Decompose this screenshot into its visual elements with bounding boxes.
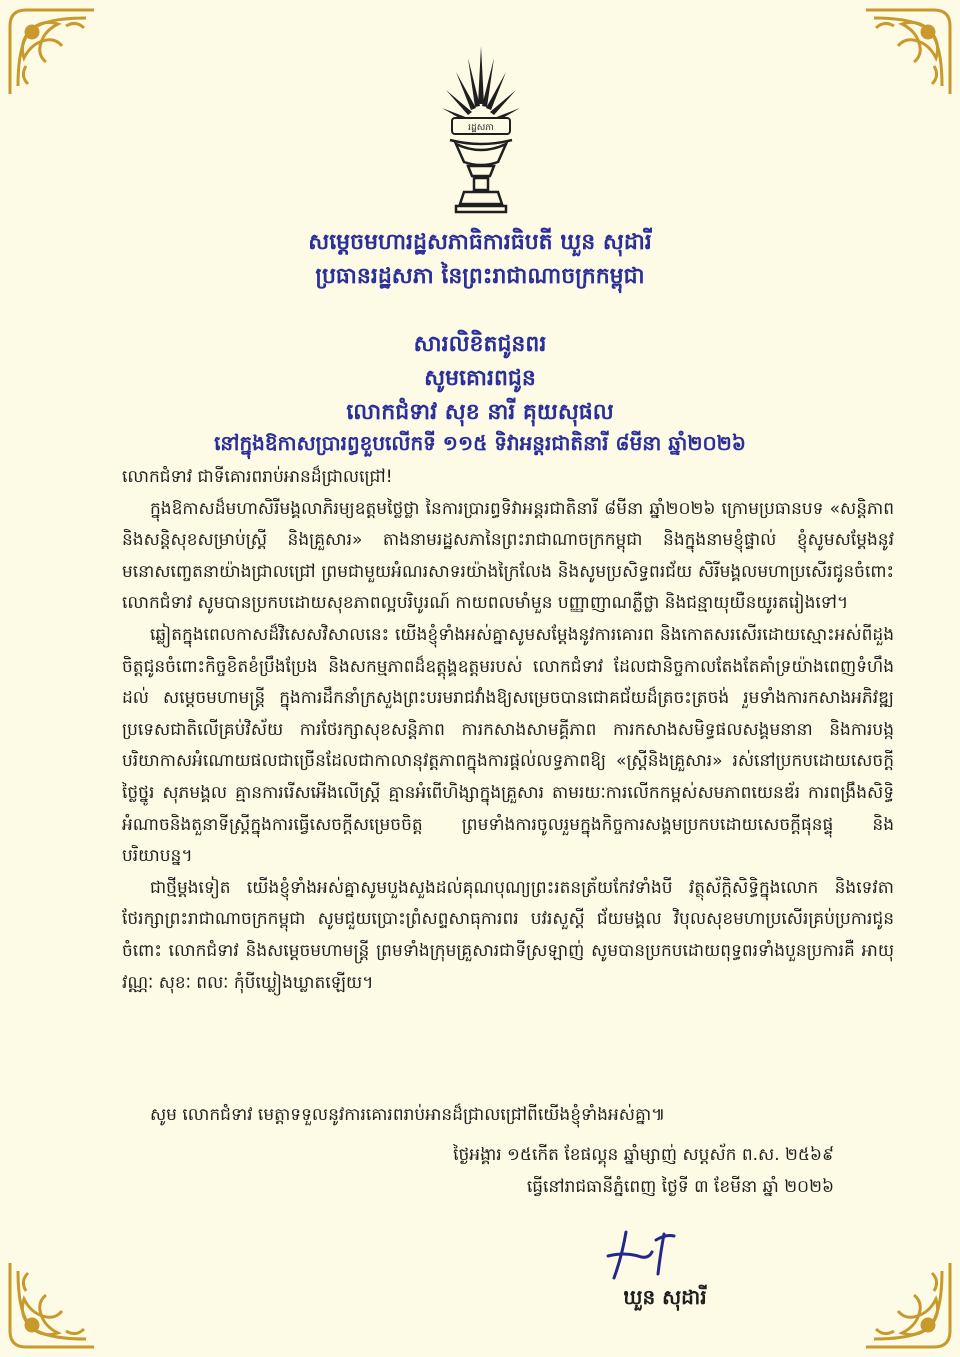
letter-occasion: នៅក្នុងឱកាសប្រារព្ធខួបលើកទី ១១៥ ទិវាអន្តរជាតិនារី ៨មីនា ឆ្នាំ២០២៦ xyxy=(214,431,746,455)
letter-addressee-label: សូមគោរពជូន xyxy=(424,366,536,391)
letter-title: សារលិខិតជូនពរ xyxy=(413,332,547,357)
corner-ornament-icon xyxy=(862,1259,954,1351)
signer-name: ឃួន សុដារី xyxy=(623,1285,707,1309)
letter-addressee: លោកជំទាវ សុខ នារី គុយសុផល xyxy=(346,400,614,425)
corner-ornament-icon xyxy=(6,6,98,98)
body-paragraph: ក្នុងឱកាសដ៏មហាសិរីមង្គលាភិរម្យឧត្តមថ្លៃថ្លា នៃការប្រារព្ធទិវាអន្តរជាតិនារី ៨មីនា ឆ្នាំ២០២៦ ក្រោមប្រធានបទ «សន្តិភាព និងសន្តិសុខសម្រាប់ស្ត្រី និងគ្រួសារ» តាងនាមរដ្ឋសភានៃព្រះរាជាណាចក្រកម្ពុជា និងក្នុងនាមខ្ញុំផ្ទាល់ ខ្ញុំសូមសម្តែងនូវមនោសញ្ចេតនាយ៉ាងជ្រាលជ្រៅ ព្រមជាមួយអំណរសាទរយ៉ាងក្រៃលែង និងសូមប្រសិទ្ធពរជ័យ សិរីមង្គលមហាប្រសើរជូនចំពោះ លោកជំទាវ សូមបានប្រកបដោយសុខភាពល្អបរិបូរណ៍ កាយពលមាំមួន បញ្ញាញាណភ្លឺថ្លា និងជន្មាយុយឺនយូរតរៀងទៅ។ xyxy=(122,498,894,614)
sender-name: សម្តេចមហារដ្ឋសភាធិការធិបតី ឃួន សុដារី xyxy=(308,230,652,255)
corner-ornament-icon xyxy=(862,6,954,98)
body-paragraph: ជាថ្មីម្តងទៀត យើងខ្ញុំទាំងអស់គ្នាសូមបួងសួងដល់គុណបុណ្យព្រះរតនត្រ័យកែវទាំងបី វត្ថុស័ក្តិសិទ្ធិក្នុងលោក និងទេវតាថែរក្សាព្រះរាជាណាចក្រកម្ពុជា សូមជួយប្រោះព្រំសព្ទសាធុការពរ បវរសួស្តី ជ័យមង្គល វិបុលសុខមហាប្រសើរគ្រប់ប្រការជូនចំពោះ លោកជំទាវ និងសម្តេចមហាមន្ត្រី ព្រមទាំងក្រុមគ្រួសារជាទីស្រឡាញ់ សូមបានប្រកបដោយពុទ្ធពរទាំងបួនប្រការគឺ អាយុ វណ្ណៈ សុខៈ ពលៈ កុំបីឃ្លៀងឃ្លាតឡើយ។ xyxy=(122,877,894,993)
svg-text:រដ្ឋសភា: រដ្ឋសភា xyxy=(468,123,494,133)
sender-title: ប្រធានរដ្ឋសភា នៃព្រះរាជាណាចក្រកម្ពុជា xyxy=(315,264,645,289)
letter-body xyxy=(122,462,894,999)
salutation: លោកជំទាវ ជាទីគោរពរាប់អានដ៏ជ្រាលជ្រៅ! xyxy=(122,467,393,487)
body-paragraph: ឆ្លៀតក្នុងពេលកាសដ៏វិសេសវិសាលនេះ យើងខ្ញុំទាំងអស់គ្នាសូមសម្តែងនូវការគោរព និងកោតសរសើរដោយស្មោះអស់ពីដួងចិត្តជូនចំពោះកិច្ចខិតខំប្រឹងប្រែង និងសកម្មភាពដ៏ឧត្តុង្គឧត្តមរបស់ លោកជំទាវ ដែលជានិច្ចកាលតែងតែគាំទ្រយ៉ាងពេញទំហឹងដល់ សម្តេចមហាមន្ត្រី ក្នុងការដឹកនាំក្រសួងព្រះបរមរាជវាំងឱ្យសម្រេចបានជោគជ័យដ៏ត្រចះត្រចង់ រួមទាំងការកសាងអភិវឌ្ឍប្រទេសជាតិលើគ្រប់វិស័យ ការថែរក្សាសុខសន្តិភាព ការកសាងសាមគ្គីភាព ការកសាងសមិទ្ធផលសង្គមនានា និងការបង្កបរិយាកាសអំណោយផលជាច្រើនដែលជាកាលានុវត្តភាពក្នុងការផ្តល់លទ្ធភាពឱ្យ «ស្ត្រីនិងគ្រួសារ» រស់នៅប្រកបដោយសេចក្តីថ្លៃថ្នូរ សុភមង្គល គ្មានការរើសអើងលើស្ត្រី គ្មានអំពើហិង្សាក្នុងគ្រួសារ តាមរយៈការលើកកម្ពស់សមភាពយេនឌ័រ ការពង្រឹងសិទ្ធិអំណាចនិងតួនាទីស្ត្រីក្នុងការធ្វើសេចក្តីសម្រេចចិត្ត ព្រមទាំងការចូលរួមក្នុងកិច្ចការសង្គមប្រកបដោយសេចក្តីផុនផ្ទុ និងបរិយាបន្ន។ xyxy=(122,624,894,867)
date-lunar: ថ្ងៃអង្គារ ១៥កើត ខែផល្គុន ឆ្នាំម្សាញ់ សប្តស័ក ព.ស. ២៥៦៩ xyxy=(453,1145,834,1165)
date-solar: ធ្វើនៅរាជធានីភ្នំពេញ ថ្ងៃទី ៣ ខែមីនា ឆ្នាំ ២០២៦ xyxy=(526,1177,834,1197)
corner-ornament-icon xyxy=(6,1259,98,1351)
national-assembly-emblem-icon xyxy=(438,44,524,214)
signature-icon xyxy=(604,1226,684,1284)
closing-line: សូម លោកជំទាវ មេត្តាទទួលនូវការគោរពរាប់អានដ៏ជ្រាលជ្រៅពីយើងខ្ញុំទាំងអស់គ្នា៕ xyxy=(150,1105,666,1125)
